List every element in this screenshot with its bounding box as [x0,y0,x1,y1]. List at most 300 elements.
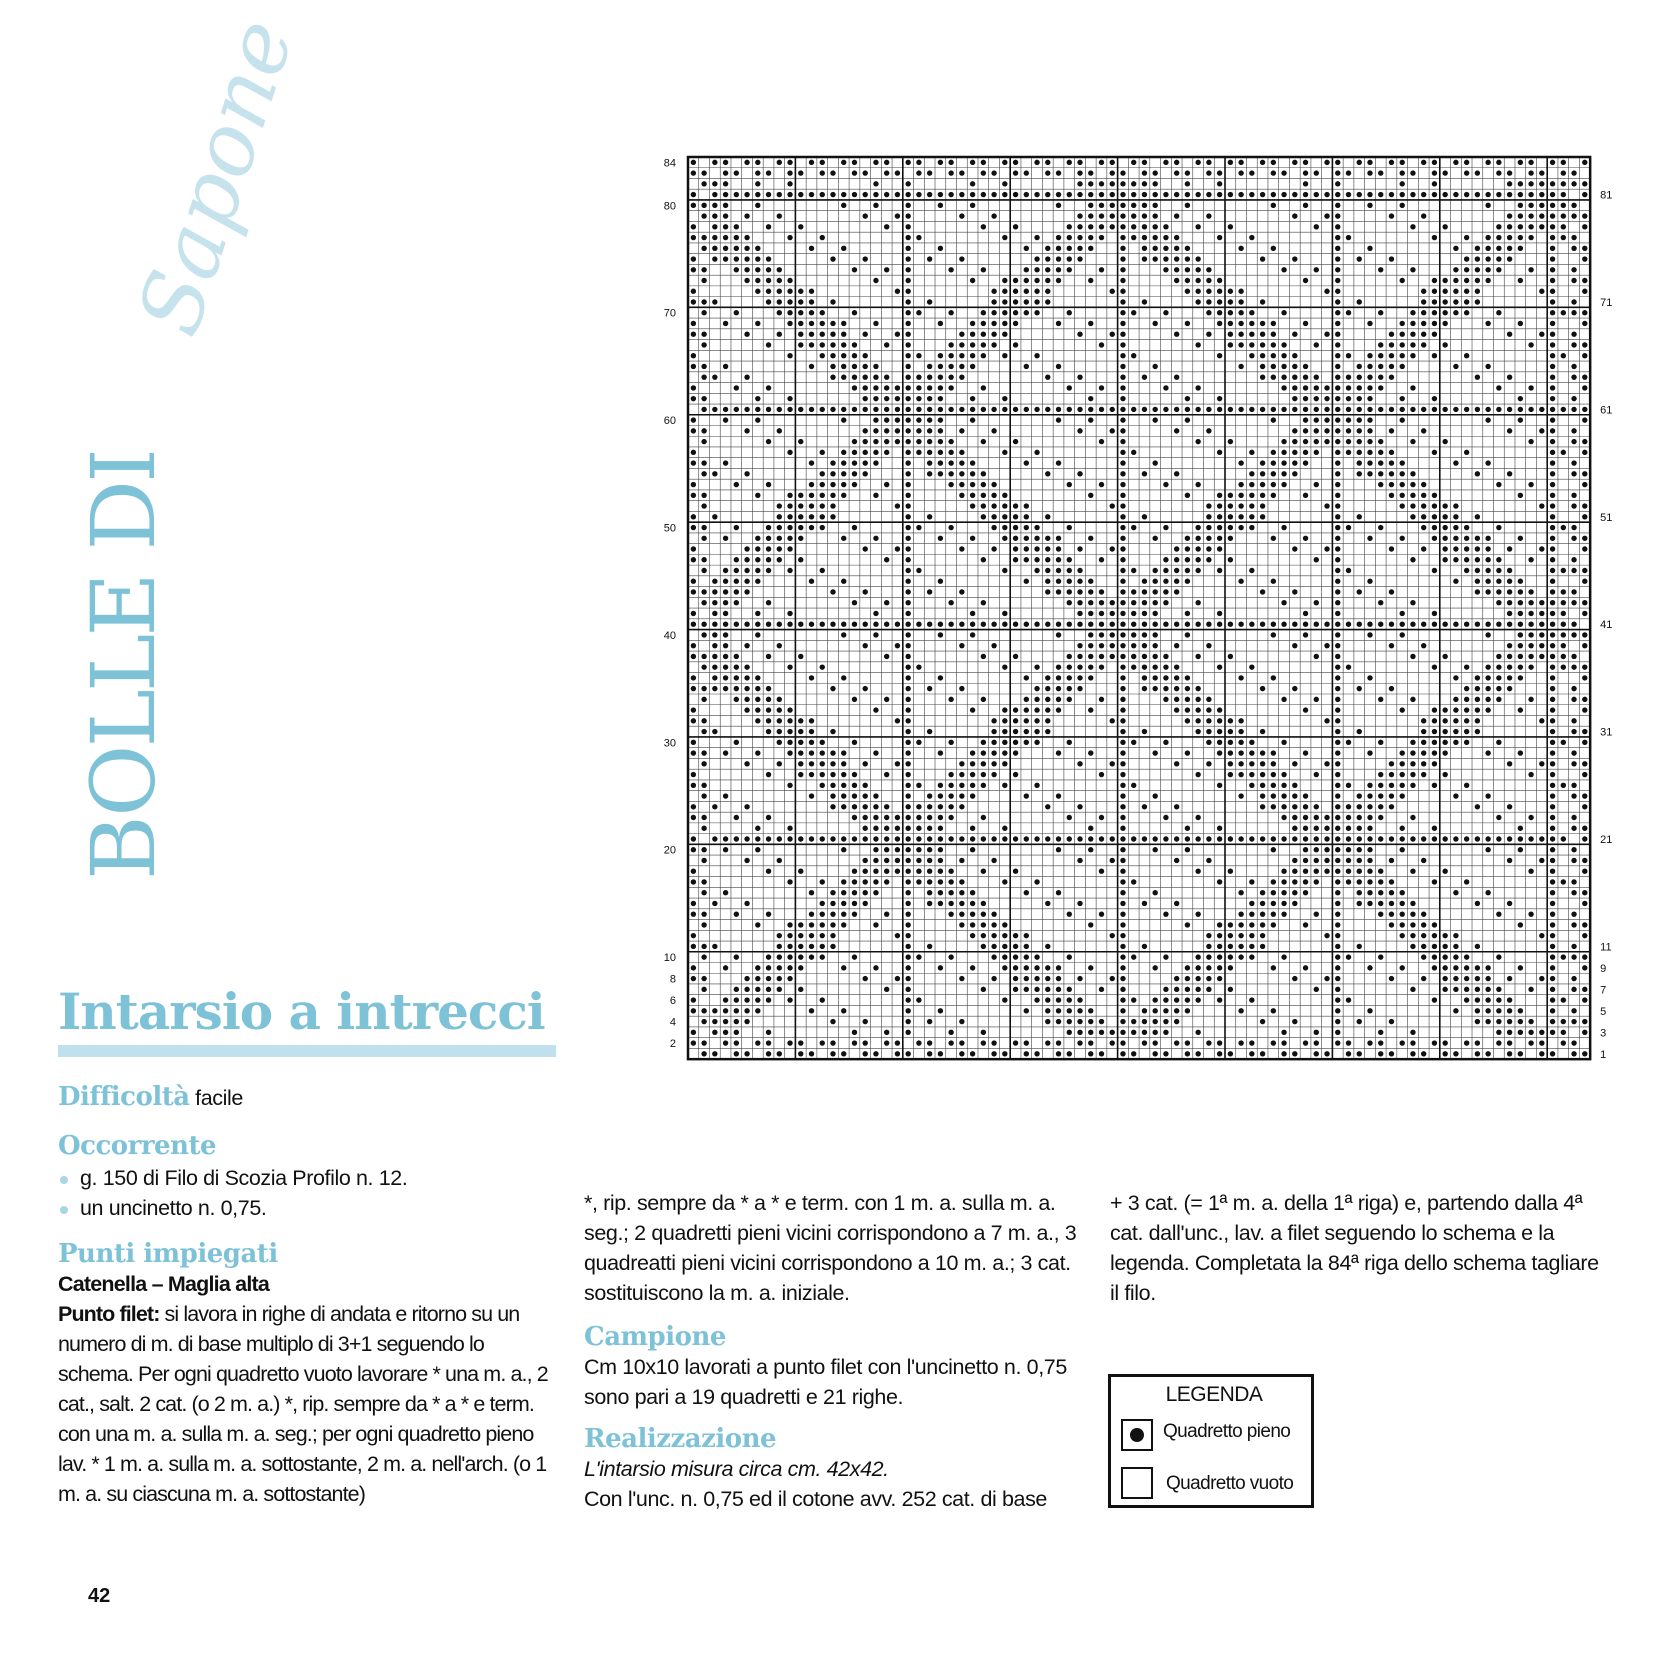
chart-dot [1077,997,1082,1002]
chart-dot [1464,621,1469,626]
chart-dot [1496,170,1501,175]
chart-dot [1045,579,1050,584]
chart-dot [766,289,771,294]
chart-dot [1174,471,1179,476]
chart-dot [723,997,728,1002]
chart-dot [1324,503,1329,508]
chart-dot [1195,224,1200,229]
chart-dot [734,987,739,992]
chart-dot [1238,321,1243,326]
chart-dot [1195,1051,1200,1056]
chart-dot [1571,621,1576,626]
chart-dot [905,922,910,927]
chart-dot [701,686,706,691]
chart-dot [895,213,900,218]
chart-dot [1314,1051,1319,1056]
chart-dot [809,407,814,412]
chart-dot [1324,546,1329,551]
chart-dot [1013,342,1018,347]
chart-dot [1013,740,1018,745]
chart-dot [1475,1051,1480,1056]
chart-dot [1582,793,1587,798]
chart-dot [1034,729,1039,734]
chart-dot [916,568,921,573]
row-label-left: 40 [663,629,676,642]
chart-dot [1432,568,1437,573]
chart-dot [1314,826,1319,831]
chart-dot [1314,1030,1319,1035]
chart-dot [927,471,932,476]
chart-dot [1238,740,1243,745]
chart-dot [744,579,749,584]
chart-dot [798,933,803,938]
chart-dot [1163,954,1168,959]
chart-dot [905,783,910,788]
chart-dot [744,707,749,712]
chart-dot [691,525,696,530]
chart-dot [1582,954,1587,959]
chart-dot [970,847,975,852]
chart-dot [809,922,814,927]
chart-dot [863,460,868,465]
chart-dot [1292,1051,1297,1056]
chart-dot [777,621,782,626]
chart-dot [1335,718,1340,723]
chart-dot [1421,213,1426,218]
chart-dot [991,772,996,777]
chart-dot [1217,707,1222,712]
chart-dot [1185,267,1190,272]
chart-dot [744,804,749,809]
chart-dot [1314,836,1319,841]
chart-dot [1195,686,1200,691]
chart-dot [1475,557,1480,562]
chart-dot [1410,321,1415,326]
chart-dot [1217,493,1222,498]
chart-dot [1185,997,1190,1002]
chart-dot [1120,471,1125,476]
chart-dot [938,385,943,390]
chart-dot [1410,407,1415,412]
chart-dot [1582,1051,1587,1056]
chart-dot [852,783,857,788]
chart-dot [1185,407,1190,412]
chart-dot [981,342,986,347]
chart-dot [852,793,857,798]
chart-dot [991,482,996,487]
chart-dot [1550,353,1555,358]
chart-dot [1142,1040,1147,1045]
chart-dot [852,364,857,369]
chart-dot [777,289,782,294]
chart-dot [1539,933,1544,938]
chart-dot [798,750,803,755]
chart-dot [1249,407,1254,412]
chart-dot [1056,235,1061,240]
chart-dot [1195,707,1200,712]
chart-dot [991,493,996,498]
chart-dot [1561,1030,1566,1035]
chart-dot [830,729,835,734]
chart-dot [1582,869,1587,874]
chart-dot [841,450,846,455]
chart-dot [1024,944,1029,949]
chart-dot [1346,997,1351,1002]
chart-dot [1507,224,1512,229]
chart-dot [1357,385,1362,390]
chart-dot [1539,858,1544,863]
chart-dot [1324,428,1329,433]
chart-dot [1400,783,1405,788]
chart-dot [1475,546,1480,551]
chart-dot [852,740,857,745]
chart-dot [1442,192,1447,197]
chart-dot [766,772,771,777]
chart-dot [959,546,964,551]
chart-dot [1152,750,1157,755]
chart-dot [895,858,900,863]
chart-dot [766,557,771,562]
chart-dot [863,901,868,906]
chart-dot [1271,879,1276,884]
chart-dot [1056,579,1061,584]
chart-dot [1400,1040,1405,1045]
chart-dot [1120,192,1125,197]
chart-dot [1410,815,1415,820]
chart-dot [1324,869,1329,874]
chart-dot [970,181,975,186]
chart-dot [841,761,846,766]
chart-dot [1442,439,1447,444]
chart-dot [1077,858,1082,863]
chart-dot [1303,869,1308,874]
chart-dot [712,944,717,949]
chart-dot [787,954,792,959]
chart-dot [1174,987,1179,992]
title-script: Sapone [118,8,314,347]
chart-dot [1131,954,1136,959]
chart-dot [1410,697,1415,702]
chart-dot [1045,697,1050,702]
row-label-left: 84 [663,157,676,170]
chart-dot [1335,697,1340,702]
chart-dot [841,675,846,680]
chart-dot [1056,1051,1061,1056]
chart-dot [1518,965,1523,970]
chart-dot [809,514,814,519]
filet-label: Punto filet: [58,1302,160,1326]
chart-dot [938,804,943,809]
chart-dot [948,310,953,315]
chart-dot [1550,901,1555,906]
chart-dot [905,536,910,541]
chart-dot [1324,826,1329,831]
chart-dot [1357,890,1362,895]
chart-dot [787,235,792,240]
chart-dot [1238,675,1243,680]
chart-dot [1067,621,1072,626]
chart-dot [1550,836,1555,841]
chart-dot [798,761,803,766]
chart-dot [1442,976,1447,981]
chart-dot [820,310,825,315]
chart-dot [948,364,953,369]
chart-dot [1110,289,1115,294]
chart-dot [1067,235,1072,240]
chart-dot [841,1051,846,1056]
chart-dot [1077,1040,1082,1045]
chart-dot [948,911,953,916]
chart-dot [1228,621,1233,626]
chart-dot [905,450,910,455]
chart-dot [1152,568,1157,573]
chart-dot [991,289,996,294]
chart-dot [852,482,857,487]
chart-dot [1120,793,1125,798]
chart-dot [1550,557,1555,562]
chart-dot [1518,160,1523,165]
chart-dot [1507,428,1512,433]
chart-dot [830,1051,835,1056]
chart-dot [1088,1008,1093,1013]
chart-dot [948,621,953,626]
chart-dot [1475,804,1480,809]
chart-dot [798,493,803,498]
chart-dot [1260,353,1265,358]
chart-dot [959,407,964,412]
chart-dot [1163,997,1168,1002]
chart-dot [809,525,814,530]
chart-dot [701,793,706,798]
chart-dot [863,428,868,433]
chart-dot [1303,460,1308,465]
chart-dot [1442,170,1447,175]
chart-dot [1389,546,1394,551]
chart-dot [1002,1051,1007,1056]
chart-dot [1238,729,1243,734]
chart-dot [1249,922,1254,927]
chart-dot [1217,954,1222,959]
chart-dot [1206,310,1211,315]
chart-dot [1346,235,1351,240]
chart-dot [1550,482,1555,487]
chart-dot [723,192,728,197]
chart-dot [1410,439,1415,444]
chart-dot [1088,235,1093,240]
chart-dot [723,417,728,422]
chart-dot [1077,836,1082,841]
chart-dot [1034,407,1039,412]
chart-dot [1571,246,1576,251]
chart-dot [1571,847,1576,852]
chart-dot [1292,761,1297,766]
chart-dot [1571,987,1576,992]
legend-title: LEGENDA [1165,1383,1263,1406]
chart-dot [1142,632,1147,637]
chart-dot [777,503,782,508]
chart-dot [1582,546,1587,551]
chart-dot [884,621,889,626]
chart-dot [712,579,717,584]
chart-dot [1324,933,1329,938]
chart-dot [1271,192,1276,197]
chart-dot [981,922,986,927]
legend-box [1108,1374,1314,1508]
chart-dot [895,1040,900,1045]
chart-dot [712,471,717,476]
chart-dot [1024,954,1029,959]
chart-dot [1238,579,1243,584]
chart-dot [1238,493,1243,498]
chart-dot [884,836,889,841]
chart-dot [1002,664,1007,669]
chart-dot [1260,933,1265,938]
chart-dot [1550,568,1555,573]
chart-dot [959,364,964,369]
chart-dot [701,181,706,186]
chart-dot [1142,246,1147,251]
chart-dot [1163,987,1168,992]
chart-dot [981,621,986,626]
chart-dot [1271,364,1276,369]
chart-dot [1088,321,1093,326]
chart-dot [1206,170,1211,175]
chart-dot [1260,1051,1265,1056]
chart-dot [1507,568,1512,573]
chart-dot [1217,826,1222,831]
chart-dot [1561,997,1566,1002]
chart-dot [1528,869,1533,874]
chart-dot [755,557,760,562]
chart-dot [1410,911,1415,916]
chart-dot [1528,482,1533,487]
chart-dot [1314,557,1319,562]
chart-dot [1357,299,1362,304]
chart-dot [916,740,921,745]
chart-dot [1453,718,1458,723]
chart-dot [916,428,921,433]
chart-dot [841,160,846,165]
chart-dot [1539,170,1544,175]
chart-dot [1120,557,1125,562]
chart-dot [1507,170,1512,175]
chart-dot [1410,783,1415,788]
chart-dot [959,353,964,358]
chart-dot [744,213,749,218]
chart-dot [1582,503,1587,508]
chart-dot [1110,407,1115,412]
chart-dot [970,203,975,208]
chart-dot [1120,890,1125,895]
chart-dot [895,869,900,874]
chart-dot [938,793,943,798]
chart-dot [1367,804,1372,809]
chart-dot [927,439,932,444]
chart-dot [1346,815,1351,820]
chart-dot [1421,933,1426,938]
chart-dot [1550,997,1555,1002]
chart-dot [1335,385,1340,390]
chart-dot [1195,546,1200,551]
chart-dot [1174,332,1179,337]
chart-dot [981,192,986,197]
chart-dot [1271,761,1276,766]
chart-dot [1550,933,1555,938]
chart-dot [1550,987,1555,992]
chart-dot [744,267,749,272]
chart-dot [1378,407,1383,412]
chart-dot [1045,192,1050,197]
chart-dot [991,514,996,519]
chart-dot [1120,589,1125,594]
chart-dot [1561,643,1566,648]
chart-dot [830,783,835,788]
chart-dot [948,439,953,444]
chart-dot [820,482,825,487]
chart-dot [1045,707,1050,712]
chart-dot [970,793,975,798]
chart-dot [1131,568,1136,573]
chart-dot [1110,546,1115,551]
chart-dot [787,718,792,723]
chart-dot [701,493,706,498]
chart-dot [1550,450,1555,455]
chart-dot [1024,987,1029,992]
chart-dot [1077,804,1082,809]
chart-dot [1002,278,1007,283]
chart-dot [927,901,932,906]
chart-dot [1163,740,1168,745]
chart-dot [895,546,900,551]
chart-dot [1421,289,1426,294]
chart-dot [1582,471,1587,476]
chart-dot [948,482,953,487]
chart-dot [1217,740,1222,745]
chart-dot [1421,321,1426,326]
chart-dot [1024,718,1029,723]
chart-dot [1303,439,1308,444]
chart-dot [1281,267,1286,272]
chart-dot [1389,460,1394,465]
chart-dot [1367,750,1372,755]
chart-dot [830,374,835,379]
chart-dot [991,332,996,337]
chart-dot [1228,965,1233,970]
chart-dot [927,460,932,465]
chart-dot [701,987,706,992]
chart-dot [1120,729,1125,734]
chart-dot [1034,879,1039,884]
chart-dot [1281,836,1286,841]
chart-dot [787,289,792,294]
chart-dot [1260,407,1265,412]
chart-dot [863,1051,868,1056]
chart-dot [1110,428,1115,433]
row-label-right: 71 [1600,296,1613,309]
chart-dot [1400,192,1405,197]
chart-dot [1335,643,1340,648]
chart-dot [723,890,728,895]
chart-dot [905,901,910,906]
chart-dot [959,772,964,777]
chart-dot [1357,804,1362,809]
chart-dot [1378,450,1383,455]
chart-dot [1271,772,1276,777]
chart-dot [712,1051,717,1056]
chart-dot [1582,289,1587,294]
chart-dot [1013,546,1018,551]
chart-dot [1077,686,1082,691]
